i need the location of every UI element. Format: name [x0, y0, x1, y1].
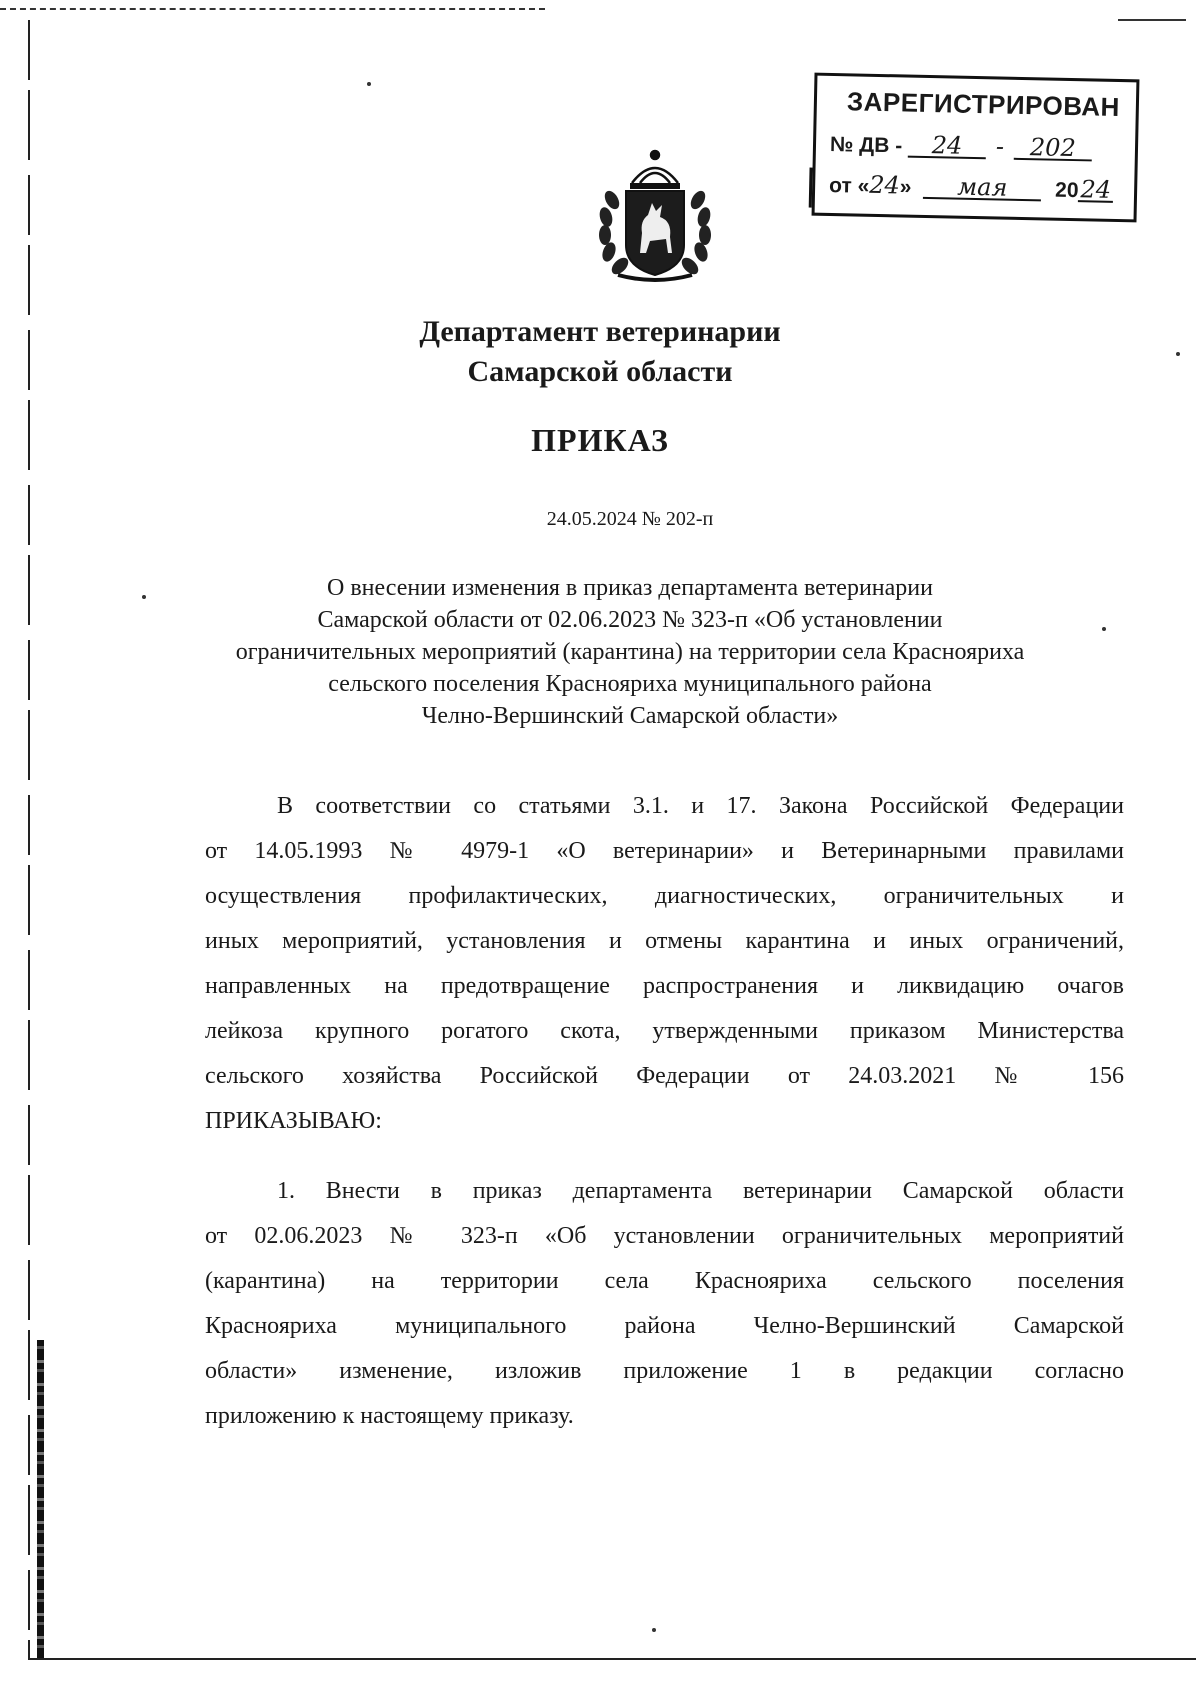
body-line: от 14.05.1993 № 4979-1 «О ветеринарии» и Ветеринарными правилами [205, 838, 1124, 864]
subject-line: О внесении изменения в приказ департамента ветеринарии [327, 575, 933, 601]
stamp-date-close: » [899, 175, 912, 199]
scan-bottom-edge [30, 1658, 1196, 1660]
scan-dashed-edge [0, 8, 545, 10]
organization-name-line: Департамент ветеринарии [419, 315, 781, 348]
stamp-reg-handwritten-sep: - [995, 132, 1005, 161]
organization-name-line: Самарской области [467, 355, 733, 388]
scan-speck [652, 1628, 656, 1632]
body-line: сельского хозяйства Российской Федерации от 24.03.2021 № 156 [205, 1063, 1124, 1089]
document-type: ПРИКАЗ [531, 422, 669, 458]
body-line: В соответствии со статьями 3.1. и 17. Закона Российской Федерации [277, 793, 1124, 819]
stamp-date-day: 24 [869, 170, 901, 200]
stamp-date-year: 24 [1080, 175, 1112, 204]
subject-line: сельского поселения Краснояриха муниципального района [328, 671, 932, 697]
scan-speck [367, 82, 371, 86]
scan-binding-mark [37, 1340, 44, 1660]
subject-line: ограничительных мероприятий (карантина) на территории села Краснояриха [235, 639, 1025, 665]
body-line: (карантина) на территории села Краснояриха сельского поселения [205, 1268, 1124, 1294]
stamp-reg-handwritten-a: 24 [908, 134, 986, 160]
body-line: Краснояриха муниципального района Челно-Вершинский Самарской [205, 1313, 1124, 1339]
scan-speck [142, 595, 146, 599]
stamp-date-month: мая [923, 175, 1041, 201]
scan-speck [1102, 627, 1106, 631]
stamp-reg-prefix: № ДВ - [829, 132, 903, 158]
document-subject [190, 572, 1070, 732]
body-line: иных мероприятий, установления и отмены карантина и иных ограничений, [205, 928, 1124, 954]
stamp-title: ЗАРЕГИСТРИРОВАН [846, 86, 1121, 123]
stamp-margin-bar [809, 168, 813, 208]
body-paragraph-preamble [205, 784, 1124, 1144]
registration-stamp [812, 73, 1140, 223]
document-date-number: 24.05.2024 № 202-п [546, 508, 714, 530]
subject-line: Самарской области от 02.06.2023 № 323-п «Об установлении [317, 607, 943, 633]
body-line: области» изменение, изложив приложение 1 в редакции согласно [205, 1358, 1124, 1384]
body-line: направленных на предотвращение распространения и ликвидацию очагов [205, 973, 1124, 999]
subject-line: Челно-Вершинский Самарской области» [421, 703, 839, 729]
stamp-registration-date [828, 170, 1113, 204]
body-line: от 02.06.2023 № 323-п «Об установлении ограничительных мероприятий [205, 1223, 1124, 1249]
body-line: осуществления профилактических, диагностических, ограничительных и [205, 883, 1124, 909]
scan-edge-mark [1118, 19, 1186, 21]
scan-left-edge [28, 20, 30, 1660]
stamp-registration-number [830, 132, 1092, 162]
coat-of-arms-emblem [590, 145, 720, 283]
stamp-date-year-prefix: 20 [1054, 178, 1079, 203]
body-line: 1. Внести в приказ департамента ветеринарии Самарской области [277, 1178, 1124, 1204]
stamp-reg-handwritten-b: 202 [1014, 136, 1092, 162]
body-line: приложению к настоящему приказу. [205, 1403, 574, 1429]
body-paragraph-item-1 [205, 1169, 1124, 1439]
stamp-date-prefix: от « [828, 173, 870, 198]
body-line: ПРИКАЗЫВАЮ: [205, 1108, 382, 1134]
body-line: лейкоза крупного рогатого скота, утвержденными приказом Министерства [205, 1018, 1124, 1044]
organization-name [0, 312, 1200, 392]
